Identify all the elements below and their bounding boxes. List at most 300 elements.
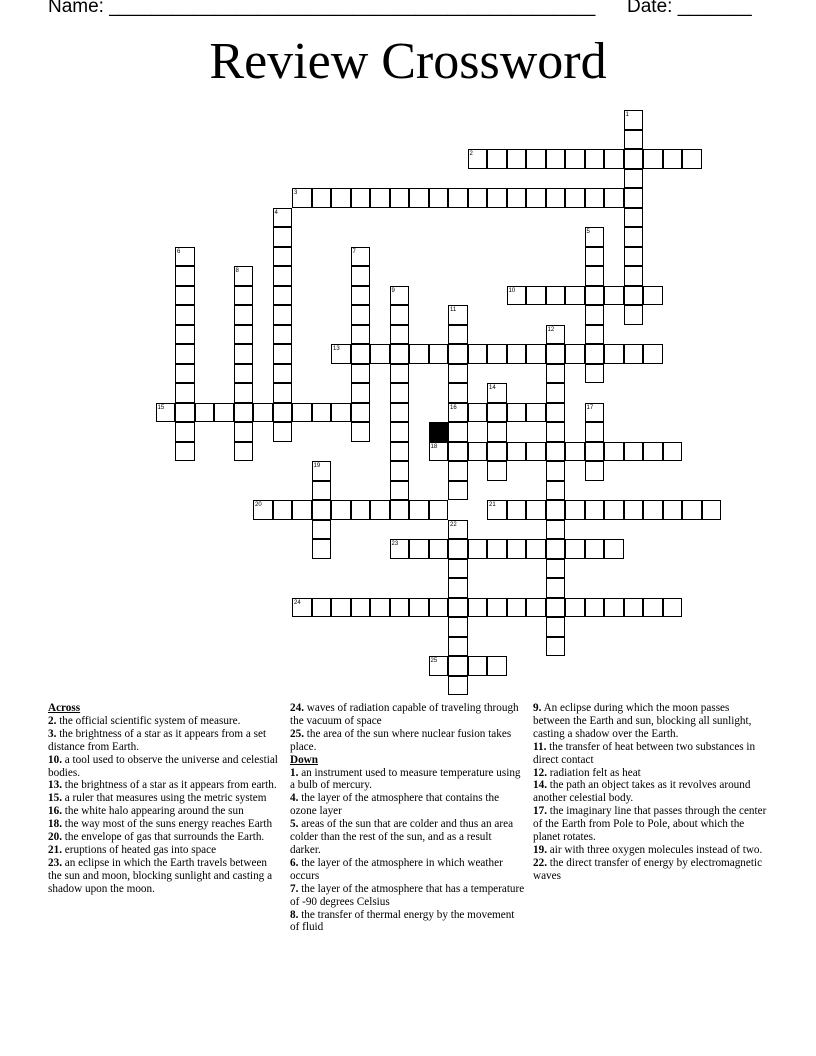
clue-text: the imaginary line that passes through the center of the Earth from Pole to Pole, about which the planet rotates. bbox=[533, 805, 767, 844]
clue-number: 3 bbox=[294, 190, 298, 196]
grid-cell[interactable] bbox=[390, 188, 410, 208]
grid-cell[interactable] bbox=[448, 422, 468, 442]
clue-text: eruptions of heated gas into space bbox=[61, 843, 217, 856]
clue-item bbox=[290, 702, 525, 728]
grid-cell[interactable] bbox=[663, 598, 683, 618]
grid-cell[interactable] bbox=[448, 676, 468, 696]
grid-cell[interactable] bbox=[565, 442, 585, 462]
grid-cell[interactable] bbox=[312, 403, 332, 423]
grid-cell[interactable] bbox=[390, 325, 410, 345]
grid-cell[interactable] bbox=[468, 656, 488, 676]
clue-item bbox=[290, 728, 525, 754]
grid-cell[interactable] bbox=[487, 656, 507, 676]
clue-item bbox=[533, 805, 768, 844]
grid-cell[interactable] bbox=[526, 403, 546, 423]
clue-number: 12 bbox=[547, 326, 555, 333]
grid-cell[interactable] bbox=[624, 149, 644, 169]
grid-cell[interactable] bbox=[546, 637, 566, 657]
grid-cell[interactable] bbox=[390, 422, 410, 442]
grid-cell[interactable] bbox=[448, 539, 468, 559]
grid-cell[interactable] bbox=[604, 344, 624, 364]
clue-item bbox=[48, 831, 283, 844]
grid-cell[interactable] bbox=[351, 286, 371, 306]
grid-cell[interactable] bbox=[273, 403, 293, 423]
date-field-label: Date: _______ bbox=[627, 0, 752, 17]
grid-cell[interactable] bbox=[526, 149, 546, 169]
grid-cell[interactable] bbox=[351, 383, 371, 403]
grid-cell[interactable] bbox=[331, 500, 351, 520]
grid-cell[interactable] bbox=[624, 442, 644, 462]
clue-number: 22 bbox=[450, 521, 457, 528]
clue-item bbox=[290, 883, 525, 909]
grid-cell[interactable] bbox=[253, 403, 273, 423]
grid-cell[interactable] bbox=[585, 364, 605, 384]
clue-item bbox=[290, 792, 525, 818]
grid-cell[interactable] bbox=[175, 305, 195, 325]
grid-cell[interactable] bbox=[585, 461, 605, 481]
clue-number-label: 25. bbox=[290, 727, 304, 740]
grid-cell[interactable] bbox=[175, 442, 195, 462]
grid-cell[interactable] bbox=[487, 442, 507, 462]
grid-cell[interactable] bbox=[663, 149, 683, 169]
grid-cell[interactable] bbox=[429, 188, 449, 208]
grid-cell[interactable] bbox=[624, 500, 644, 520]
grid-cell[interactable] bbox=[624, 305, 644, 325]
grid-cell[interactable] bbox=[487, 344, 507, 364]
clue-number: 10 bbox=[508, 287, 516, 294]
clue-number-label: 3. bbox=[48, 727, 57, 740]
grid-cell[interactable] bbox=[448, 656, 468, 676]
grid-cell[interactable] bbox=[468, 188, 488, 208]
grid-cell[interactable] bbox=[507, 344, 527, 364]
clue-number: 23 bbox=[391, 541, 399, 547]
clue-item bbox=[290, 818, 525, 857]
name-field-label: Name: ______________________________________________ bbox=[48, 0, 596, 17]
grid-cell[interactable] bbox=[643, 442, 663, 462]
grid-cell[interactable] bbox=[624, 130, 644, 150]
grid-cell[interactable] bbox=[390, 364, 410, 384]
grid-cell[interactable] bbox=[273, 227, 293, 247]
clue-item bbox=[48, 805, 283, 818]
clue-number: 5 bbox=[586, 229, 590, 235]
clues-column-2 bbox=[290, 702, 525, 934]
grid-cell[interactable] bbox=[351, 500, 371, 520]
clue-text: areas of the sun that are colder and thus an area colder than the rest of the sun, and as a result darker. bbox=[290, 818, 514, 856]
grid-cell[interactable] bbox=[390, 305, 410, 325]
grid-cell[interactable] bbox=[643, 149, 663, 169]
grid-cell[interactable] bbox=[546, 598, 566, 618]
grid-cell[interactable] bbox=[390, 500, 410, 520]
clue-number-label: 21. bbox=[48, 843, 62, 856]
clue-number-label: 13. bbox=[48, 779, 62, 792]
grid-cell[interactable] bbox=[234, 422, 254, 442]
grid-cell[interactable] bbox=[507, 403, 527, 423]
down-heading: Down bbox=[290, 753, 318, 766]
grid-cell[interactable] bbox=[390, 481, 410, 501]
grid-cell[interactable] bbox=[546, 149, 566, 169]
grid-cell[interactable] bbox=[175, 266, 195, 286]
grid-cell[interactable] bbox=[487, 188, 507, 208]
clue-item bbox=[48, 779, 283, 792]
grid-cell[interactable] bbox=[409, 344, 429, 364]
grid-cell[interactable] bbox=[234, 325, 254, 345]
clue-number-label: 4. bbox=[290, 792, 299, 805]
clue-item bbox=[533, 779, 768, 805]
grid-cell[interactable] bbox=[546, 461, 566, 481]
grid-cell[interactable] bbox=[624, 344, 644, 364]
grid-cell[interactable] bbox=[351, 266, 371, 286]
grid-cell[interactable] bbox=[546, 559, 566, 579]
grid-cell[interactable] bbox=[351, 598, 371, 618]
clue-text: the layer of the atmosphere that has a temperature of -90 degrees Celsius bbox=[290, 882, 525, 908]
grid-cell[interactable] bbox=[448, 383, 468, 403]
grid-cell[interactable] bbox=[273, 344, 293, 364]
grid-cell[interactable] bbox=[370, 500, 390, 520]
grid-cell[interactable] bbox=[331, 598, 351, 618]
grid-cell[interactable] bbox=[565, 188, 585, 208]
clue-text: the transfer of thermal energy by the movement of fluid bbox=[290, 908, 515, 934]
grid-cell[interactable] bbox=[273, 266, 293, 286]
grid-cell[interactable] bbox=[487, 539, 507, 559]
grid-cell[interactable] bbox=[604, 539, 624, 559]
grid-cell[interactable] bbox=[351, 188, 371, 208]
clue-text: the white halo appearing around the sun bbox=[61, 805, 244, 818]
grid-cell[interactable] bbox=[624, 169, 644, 189]
grid-cell[interactable] bbox=[565, 344, 585, 364]
clue-text: the layer of the atmosphere in which weather occurs bbox=[290, 856, 503, 882]
clue-text: An eclipse during which the moon passes between the Earth and sun, blocking all sunlight, casting a shadow over the Earth. bbox=[533, 702, 752, 740]
grid-cell[interactable] bbox=[643, 286, 663, 306]
grid-cell[interactable] bbox=[565, 539, 585, 559]
clue-number-label: 1. bbox=[290, 766, 299, 779]
clue-number-label: 9. bbox=[533, 702, 542, 714]
grid-cell[interactable] bbox=[234, 305, 254, 325]
clue-number: 19 bbox=[313, 463, 321, 469]
grid-cell[interactable] bbox=[448, 481, 468, 501]
grid-cell[interactable] bbox=[546, 442, 566, 462]
grid-cell[interactable] bbox=[507, 539, 527, 559]
grid-cell[interactable] bbox=[546, 520, 566, 540]
grid-cell[interactable] bbox=[487, 461, 507, 481]
grid-cell[interactable] bbox=[390, 461, 410, 481]
grid-cell[interactable] bbox=[312, 481, 332, 501]
grid-cell[interactable] bbox=[565, 149, 585, 169]
grid-cell[interactable] bbox=[448, 598, 468, 618]
grid-cell[interactable] bbox=[585, 325, 605, 345]
grid-cell[interactable] bbox=[624, 598, 644, 618]
grid-cell[interactable] bbox=[312, 520, 332, 540]
grid-cell[interactable] bbox=[234, 383, 254, 403]
clue-number: 20 bbox=[255, 502, 262, 508]
grid-cell[interactable] bbox=[468, 442, 488, 462]
grid-cell[interactable] bbox=[468, 539, 488, 559]
clue-number: 21 bbox=[489, 502, 496, 508]
grid-cell[interactable] bbox=[390, 383, 410, 403]
clue-number-label: 14. bbox=[533, 779, 547, 792]
grid-cell[interactable] bbox=[565, 500, 585, 520]
grid-cell[interactable] bbox=[175, 403, 195, 423]
grid-cell[interactable] bbox=[585, 539, 605, 559]
clue-number-label: 15. bbox=[48, 792, 62, 805]
grid-cell[interactable] bbox=[448, 442, 468, 462]
clue-item bbox=[533, 844, 768, 857]
clue-number: 4 bbox=[274, 209, 278, 216]
grid-cell[interactable] bbox=[390, 344, 410, 364]
grid-cell[interactable] bbox=[175, 286, 195, 306]
clue-item bbox=[533, 857, 768, 883]
grid-cell[interactable] bbox=[351, 305, 371, 325]
clue-item bbox=[290, 857, 525, 883]
clue-text: the brightness of a star as it appears from a set distance from Earth. bbox=[48, 727, 267, 753]
grid-cell[interactable] bbox=[429, 539, 449, 559]
grid-cell[interactable] bbox=[448, 325, 468, 345]
grid-cell[interactable] bbox=[507, 598, 527, 618]
grid-cell[interactable] bbox=[526, 286, 546, 306]
grid-cell[interactable] bbox=[234, 286, 254, 306]
grid-cell[interactable] bbox=[624, 286, 644, 306]
grid-cell[interactable] bbox=[487, 598, 507, 618]
grid-cell[interactable] bbox=[604, 188, 624, 208]
clue-text: the envelope of gas that surrounds the Earth. bbox=[61, 831, 265, 844]
across-heading: Across bbox=[48, 702, 81, 714]
clue-number-label: 16. bbox=[48, 805, 62, 818]
grid-cell[interactable] bbox=[585, 500, 605, 520]
grid-cell[interactable] bbox=[351, 325, 371, 345]
grid-cell[interactable] bbox=[526, 188, 546, 208]
grid-cell[interactable] bbox=[546, 344, 566, 364]
grid-cell[interactable] bbox=[331, 403, 351, 423]
clue-item bbox=[533, 767, 768, 780]
grid-cell[interactable] bbox=[448, 617, 468, 637]
clue-number-label: 23. bbox=[48, 856, 62, 869]
grid-cell[interactable] bbox=[585, 598, 605, 618]
grid-cell[interactable] bbox=[351, 403, 371, 423]
grid-cell[interactable] bbox=[448, 578, 468, 598]
grid-cell[interactable] bbox=[175, 344, 195, 364]
grid-cell[interactable] bbox=[273, 305, 293, 325]
clue-item bbox=[48, 715, 283, 728]
grid-cell[interactable] bbox=[195, 403, 215, 423]
clue-text: the transfer of heat between two substances in direct contact bbox=[533, 740, 756, 766]
grid-cell[interactable] bbox=[292, 500, 312, 520]
grid-cell[interactable] bbox=[390, 442, 410, 462]
clue-text: the brightness of a star as it appears from earth. bbox=[61, 779, 277, 792]
grid-cell[interactable] bbox=[565, 598, 585, 618]
clue-text: the path an object takes as it revolves around another celestial body. bbox=[533, 779, 751, 805]
grid-cell[interactable] bbox=[409, 539, 429, 559]
grid-cell[interactable] bbox=[585, 266, 605, 286]
grid-cell[interactable] bbox=[643, 500, 663, 520]
clue-text: the official scientific system of measure. bbox=[56, 714, 241, 727]
grid-cell[interactable] bbox=[351, 364, 371, 384]
clue-number: 14 bbox=[489, 385, 496, 391]
grid-cell[interactable] bbox=[546, 403, 566, 423]
grid-cell[interactable] bbox=[604, 286, 624, 306]
grid-cell[interactable] bbox=[448, 188, 468, 208]
grid-cell[interactable] bbox=[175, 364, 195, 384]
grid-cell[interactable] bbox=[546, 500, 566, 520]
grid-cell[interactable] bbox=[175, 422, 195, 442]
grid-cell[interactable] bbox=[409, 500, 429, 520]
clue-text: air with three oxygen molecules instead of two. bbox=[546, 843, 763, 856]
clue-number-label: 8. bbox=[290, 908, 299, 921]
grid-cell[interactable] bbox=[507, 442, 527, 462]
grid-cell[interactable] bbox=[624, 188, 644, 208]
grid-cell[interactable] bbox=[526, 442, 546, 462]
clue-number: 15 bbox=[157, 404, 165, 411]
grid-cell[interactable] bbox=[429, 500, 449, 520]
grid-cell[interactable] bbox=[468, 403, 488, 423]
clue-number-label: 6. bbox=[290, 856, 299, 869]
grid-cell[interactable] bbox=[624, 227, 644, 247]
grid-cell[interactable] bbox=[526, 598, 546, 618]
grid-cell[interactable] bbox=[370, 344, 390, 364]
clue-number-label: 20. bbox=[48, 831, 62, 844]
clue-number-label: 2. bbox=[48, 714, 57, 727]
grid-cell[interactable] bbox=[546, 286, 566, 306]
clue-number-label: 19. bbox=[533, 843, 547, 856]
grid-cell[interactable] bbox=[507, 500, 527, 520]
grid-cell[interactable] bbox=[351, 344, 371, 364]
grid-cell[interactable] bbox=[663, 442, 683, 462]
clue-number-label: 10. bbox=[48, 753, 62, 766]
grid-cell[interactable] bbox=[643, 598, 663, 618]
grid-cell[interactable] bbox=[390, 403, 410, 423]
grid-cell[interactable] bbox=[546, 578, 566, 598]
grid-cell[interactable] bbox=[663, 500, 683, 520]
grid-cell[interactable] bbox=[312, 188, 332, 208]
grid-cell[interactable] bbox=[546, 539, 566, 559]
grid-cell[interactable] bbox=[682, 149, 702, 169]
grid-cell[interactable] bbox=[702, 500, 722, 520]
clue-number: 6 bbox=[177, 248, 181, 255]
grid-cell[interactable] bbox=[390, 598, 410, 618]
grid-cell[interactable] bbox=[370, 598, 390, 618]
clue-item bbox=[533, 702, 768, 741]
grid-cell[interactable] bbox=[487, 422, 507, 442]
grid-cell[interactable] bbox=[273, 325, 293, 345]
grid-cell[interactable] bbox=[273, 500, 293, 520]
grid-cell[interactable] bbox=[624, 247, 644, 267]
grid-cell[interactable] bbox=[409, 188, 429, 208]
clue-number: 17 bbox=[586, 404, 594, 411]
grid-cell[interactable] bbox=[273, 286, 293, 306]
grid-cell[interactable] bbox=[546, 188, 566, 208]
grid-cell[interactable] bbox=[214, 403, 234, 423]
grid-cell[interactable] bbox=[448, 344, 468, 364]
clue-number: 1 bbox=[625, 112, 629, 118]
grid-cell[interactable] bbox=[312, 539, 332, 559]
grid-cell[interactable] bbox=[487, 149, 507, 169]
clues-column-3 bbox=[533, 702, 768, 883]
clue-text: the area of the sun where nuclear fusion takes place. bbox=[290, 727, 512, 753]
grid-cell[interactable] bbox=[682, 500, 702, 520]
grid-cell[interactable] bbox=[546, 481, 566, 501]
grid-cell[interactable] bbox=[370, 188, 390, 208]
grid-cell[interactable] bbox=[526, 344, 546, 364]
grid-cell[interactable] bbox=[409, 598, 429, 618]
grid-cell[interactable] bbox=[468, 344, 488, 364]
grid-cell[interactable] bbox=[624, 208, 644, 228]
grid-cell[interactable] bbox=[292, 403, 312, 423]
grid-cell[interactable] bbox=[234, 403, 254, 423]
grid-cell[interactable] bbox=[604, 442, 624, 462]
grid-cell[interactable] bbox=[604, 149, 624, 169]
grid-cell[interactable] bbox=[585, 149, 605, 169]
grid-cell[interactable] bbox=[175, 383, 195, 403]
grid-cell[interactable] bbox=[546, 364, 566, 384]
clue-number: 2 bbox=[469, 151, 473, 157]
grid-cell[interactable] bbox=[312, 500, 332, 520]
grid-cell[interactable] bbox=[546, 422, 566, 442]
clue-text: radiation felt as heat bbox=[546, 766, 641, 779]
grid-cell[interactable] bbox=[312, 598, 332, 618]
clue-item bbox=[48, 792, 283, 805]
grid-cell[interactable] bbox=[234, 442, 254, 462]
clue-item bbox=[290, 909, 525, 935]
grid-cell[interactable] bbox=[273, 422, 293, 442]
grid-cell[interactable] bbox=[448, 637, 468, 657]
grid-cell[interactable] bbox=[604, 598, 624, 618]
clue-number: 11 bbox=[450, 307, 457, 313]
clue-number-label: 17. bbox=[533, 805, 547, 818]
grid-cell[interactable] bbox=[526, 500, 546, 520]
page-title: Review Crossword bbox=[209, 33, 607, 90]
grid-cell[interactable] bbox=[507, 188, 527, 208]
grid-cell[interactable] bbox=[585, 305, 605, 325]
grid-cell[interactable] bbox=[351, 422, 371, 442]
grid-cell[interactable] bbox=[234, 364, 254, 384]
grid-cell[interactable] bbox=[507, 149, 527, 169]
grid-cell[interactable] bbox=[331, 188, 351, 208]
grid-cell[interactable] bbox=[448, 559, 468, 579]
black-cell bbox=[429, 422, 449, 442]
clue-number: 25 bbox=[430, 658, 438, 664]
grid-cell[interactable] bbox=[604, 500, 624, 520]
grid-cell[interactable] bbox=[546, 383, 566, 403]
grid-cell[interactable] bbox=[565, 286, 585, 306]
grid-cell[interactable] bbox=[448, 461, 468, 481]
grid-cell[interactable] bbox=[273, 383, 293, 403]
grid-cell[interactable] bbox=[585, 247, 605, 267]
grid-cell[interactable] bbox=[234, 344, 254, 364]
grid-cell[interactable] bbox=[546, 617, 566, 637]
grid-cell[interactable] bbox=[585, 442, 605, 462]
grid-cell[interactable] bbox=[175, 325, 195, 345]
grid-cell[interactable] bbox=[487, 403, 507, 423]
clue-number-label: 5. bbox=[290, 818, 299, 831]
grid-cell[interactable] bbox=[624, 266, 644, 286]
clue-item bbox=[290, 767, 525, 793]
clue-item bbox=[48, 728, 283, 754]
clue-item bbox=[48, 857, 283, 896]
grid-cell[interactable] bbox=[468, 598, 488, 618]
clue-number-label: 18. bbox=[48, 818, 62, 831]
grid-cell[interactable] bbox=[585, 286, 605, 306]
grid-cell[interactable] bbox=[585, 188, 605, 208]
grid-cell[interactable] bbox=[526, 539, 546, 559]
grid-cell[interactable] bbox=[448, 364, 468, 384]
grid-cell[interactable] bbox=[429, 598, 449, 618]
clues-column-1 bbox=[48, 702, 283, 896]
grid-cell[interactable] bbox=[273, 364, 293, 384]
grid-cell[interactable] bbox=[643, 344, 663, 364]
grid-cell[interactable] bbox=[429, 344, 449, 364]
clue-number: 7 bbox=[352, 248, 356, 255]
grid-cell[interactable] bbox=[273, 247, 293, 267]
grid-cell[interactable] bbox=[585, 422, 605, 442]
grid-cell[interactable] bbox=[585, 344, 605, 364]
